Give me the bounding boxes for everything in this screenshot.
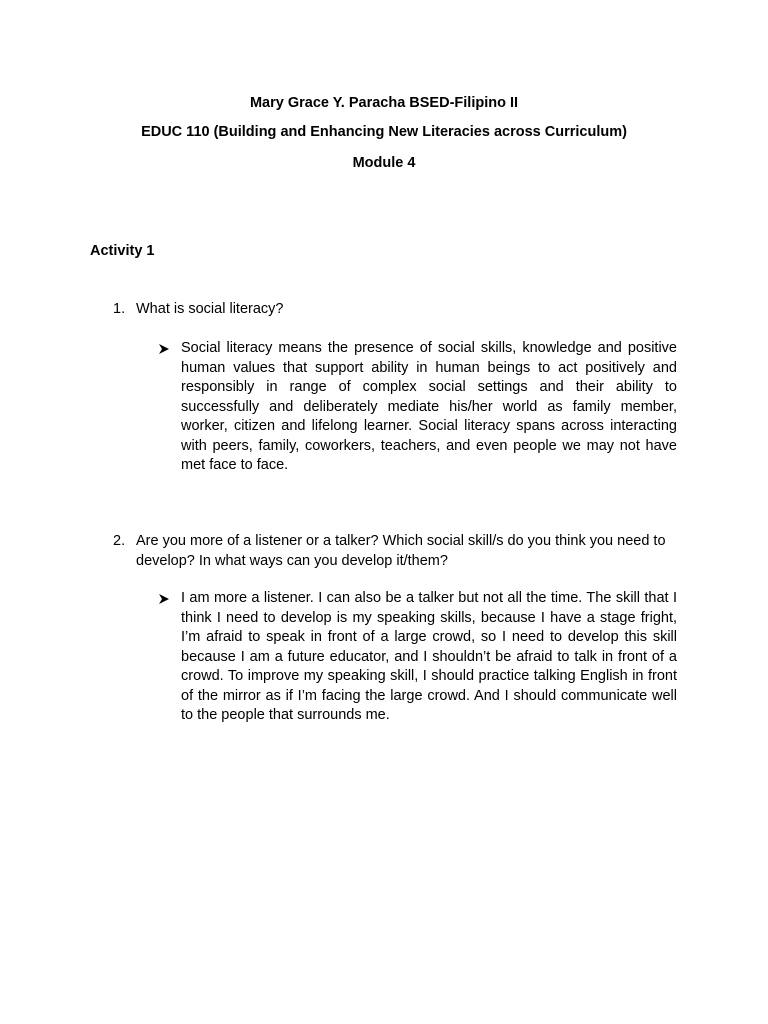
arrow-bullet-icon [158,343,170,355]
question-text: What is social literacy? [136,301,284,317]
question-1 [113,300,679,320]
course-title: EDUC 110 (Building and Enhancing New Literacies across Curriculum) [141,124,627,140]
activity-title: Activity 1 [90,243,155,259]
module-title: Module 4 [352,155,416,171]
question-2 [113,532,679,571]
answer-1 [158,339,677,476]
answer-2 [158,589,677,726]
arrow-bullet-icon [158,593,170,605]
answer-text: I am more a listener. I can also be a talker but not all the time. The skill that I think I need to develop is my speaking skills, because I have a stage fright, I’m afraid to speak in front of a large crowd, so I need to develop this skill because I am a future educator, and I shouldn’t be afraid to talk in front of a crowd. To improve my speaking skill, I should practice talking English in front of the mirror as if I’m facing the large crowd. And I should communicate well to the people that surrounds me. [181,590,677,723]
answer-text: Social literacy means the presence of social skills, knowledge and positive human values that support ability in human beings to act positively and responsibly in range of complex social settings and their ability to successfully and deliberately mediate his/her world as family member, worker, citizen and lifelong learner. Social literacy spans across interacting with peers, family, coworkers, teachers, and even people we may not have met face to face. [181,340,677,473]
question-number: 2. [113,533,126,549]
question-number: 1. [113,301,126,317]
author-line: Mary Grace Y. Paracha BSED-Filipino II [249,95,519,111]
question-text: Are you more of a listener or a talker? Which social skill/s do you think you need to develop? In what ways can you develop it/them? [136,533,666,569]
